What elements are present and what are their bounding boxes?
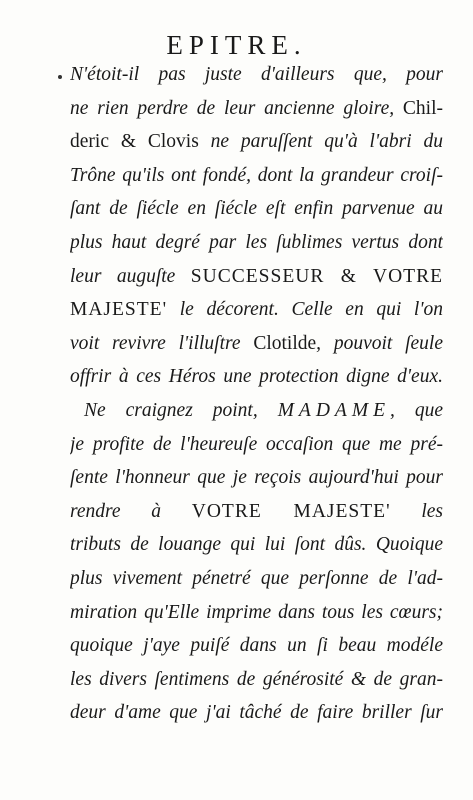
text-line: tributs de louange qui lui ſont dûs. Quoique [70, 534, 443, 556]
text-line: MAJESTE' le décorent. Celle en qui l'on [70, 299, 443, 321]
text-line: rendre à VOTRE MAJESTE' les [70, 500, 443, 522]
text-line: N'étoit-il pas juste d'ailleurs que, pour [70, 64, 443, 85]
text-line: plus haut degré par les ſublimes vertus dont [70, 231, 443, 253]
body-text [70, 58, 443, 730]
text-line: ſente l'honneur que je reçois aujourd'hui pour [70, 467, 443, 489]
text-line: miration qu'Elle imprime dans tous les cœurs; [70, 601, 443, 623]
ink-mark [58, 75, 62, 79]
text-line: deur d'ame que j'ai tâché de faire briller ſur [70, 702, 443, 724]
text-line: voit revivre l'illuſtre Clotilde, pouvoit ſeule [70, 332, 443, 354]
text-line: offrir à ces Héros une protection digne d'eux. [70, 366, 443, 388]
text-line: deric & Clovis ne paruſſent qu'à l'abri du [70, 131, 443, 153]
text-line: les divers ſentimens de générosité & de gran- [70, 668, 443, 690]
page-header: EPITRE. [166, 30, 307, 60]
text-line: ne rien perdre de leur ancienne gloire, Chil- [70, 97, 443, 119]
text-line: Trône qu'ils ont fondé, dont la grandeur croiſ- [70, 164, 443, 186]
text-line: Ne craignez point, MADAME, que [84, 399, 443, 421]
text-line: ſant de ſiécle en ſiécle eſt enfin parvenue au [70, 198, 443, 220]
text-line: leur auguſte SUCCESSEUR & VOTRE [70, 265, 443, 287]
text-line: je profite de l'heureuſe occaſion que me pré- [70, 433, 443, 455]
text-line: plus vivement pénetré que perſonne de l'ad- [70, 567, 443, 589]
text-line: quoique j'aye puiſé dans un ſi beau modéle [70, 635, 443, 657]
